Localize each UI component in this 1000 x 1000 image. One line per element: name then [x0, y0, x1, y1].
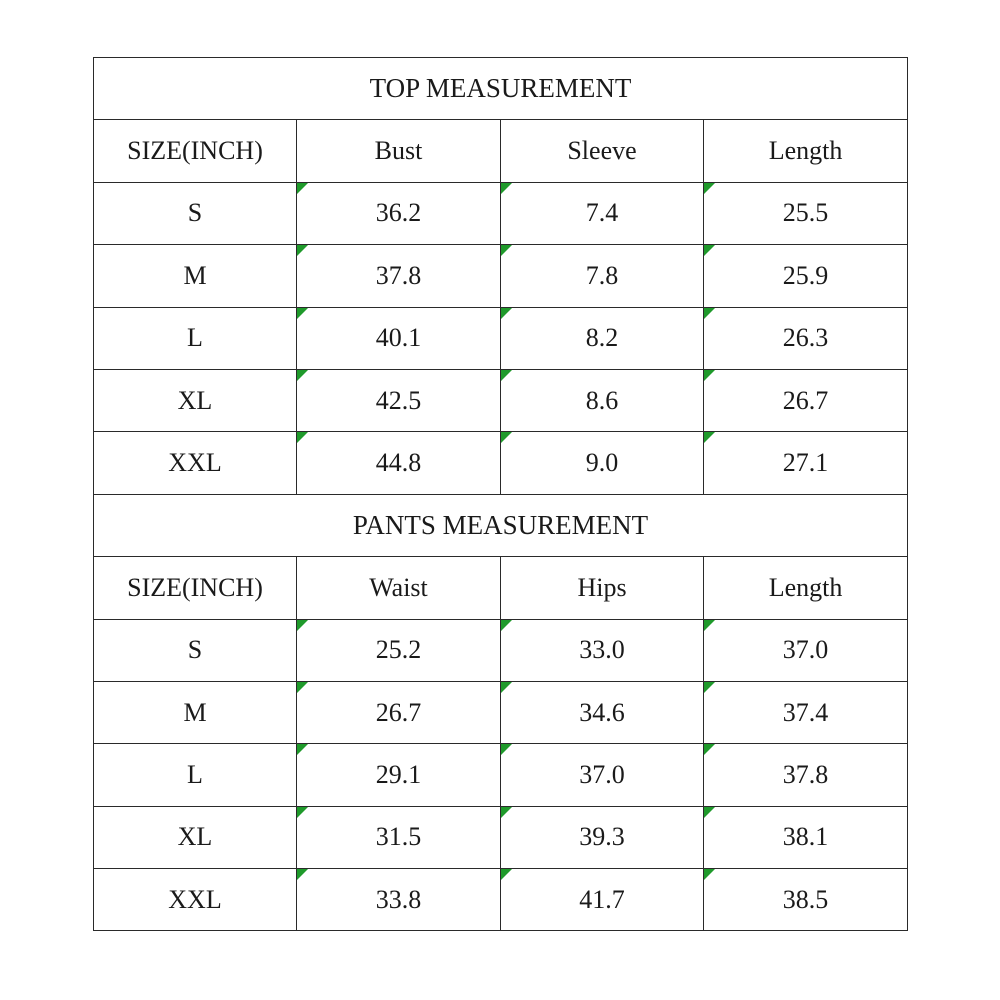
value-cell: [501, 432, 704, 494]
cell-marker-icon: [501, 245, 512, 256]
value-text: 38.5: [782, 884, 829, 914]
cell-marker-icon: [704, 869, 715, 880]
value-text: 36.2: [375, 198, 422, 228]
cell-marker-icon: [501, 183, 512, 194]
table-row: [94, 182, 908, 244]
size-cell: M: [94, 681, 297, 743]
cell-marker-icon: [297, 682, 308, 693]
value-text: 31.5: [375, 822, 422, 852]
cell-marker-icon: [501, 308, 512, 319]
size-chart-table: [93, 57, 908, 931]
cell-marker-icon: [704, 807, 715, 818]
value-text: 42.5: [375, 385, 422, 415]
table-row: [94, 432, 908, 494]
size-cell: L: [94, 307, 297, 369]
cell-marker-icon: [704, 245, 715, 256]
value-cell: [704, 619, 908, 681]
value-cell: [297, 182, 501, 244]
cell-marker-icon: [297, 370, 308, 381]
value-text: 25.9: [782, 260, 829, 290]
value-cell: [297, 619, 501, 681]
value-text: 25.2: [375, 635, 422, 665]
header-waist: Waist: [297, 557, 501, 619]
cell-marker-icon: [704, 308, 715, 319]
cell-marker-icon: [501, 682, 512, 693]
size-cell: L: [94, 744, 297, 806]
cell-marker-icon: [297, 432, 308, 443]
cell-marker-icon: [501, 744, 512, 755]
header-bust: Bust: [297, 120, 501, 182]
value-cell: [297, 806, 501, 868]
value-cell: [704, 806, 908, 868]
header-sleeve: Sleeve: [501, 120, 704, 182]
cell-marker-icon: [297, 744, 308, 755]
value-text: 25.5: [782, 198, 829, 228]
value-cell: [297, 432, 501, 494]
value-text: 37.4: [782, 697, 829, 727]
cell-marker-icon: [704, 744, 715, 755]
cell-marker-icon: [501, 807, 512, 818]
value-cell: [297, 307, 501, 369]
value-cell: [501, 869, 704, 931]
cell-marker-icon: [501, 432, 512, 443]
table-row: [94, 245, 908, 307]
value-cell: [297, 869, 501, 931]
section-title-row: [94, 494, 908, 556]
value-text: 37.8: [782, 759, 829, 789]
cell-marker-icon: [704, 432, 715, 443]
value-cell: [501, 369, 704, 431]
cell-marker-icon: [501, 869, 512, 880]
value-text: 26.7: [782, 385, 829, 415]
value-text: 37.0: [782, 635, 829, 665]
size-cell: XXL: [94, 869, 297, 931]
value-text: 40.1: [375, 323, 422, 353]
size-cell: XXL: [94, 432, 297, 494]
cell-marker-icon: [297, 245, 308, 256]
value-text: 37.8: [375, 260, 422, 290]
value-text: 9.0: [585, 448, 619, 478]
cell-marker-icon: [704, 370, 715, 381]
value-cell: [297, 369, 501, 431]
value-text: 8.2: [585, 323, 619, 353]
table-row: [94, 619, 908, 681]
cell-marker-icon: [297, 620, 308, 631]
header-row: [94, 557, 908, 619]
cell-marker-icon: [501, 620, 512, 631]
value-cell: [704, 307, 908, 369]
value-cell: [704, 432, 908, 494]
section-title: TOP MEASUREMENT: [94, 58, 908, 120]
value-cell: [501, 182, 704, 244]
cell-marker-icon: [704, 682, 715, 693]
size-cell: XL: [94, 806, 297, 868]
value-cell: [501, 806, 704, 868]
size-cell: XL: [94, 369, 297, 431]
header-length: Length: [704, 120, 908, 182]
size-cell: S: [94, 182, 297, 244]
value-text: 44.8: [375, 448, 422, 478]
value-cell: [704, 245, 908, 307]
value-text: 33.8: [375, 884, 422, 914]
value-text: 7.4: [585, 198, 619, 228]
value-cell: [704, 182, 908, 244]
table-row: [94, 307, 908, 369]
value-cell: [297, 245, 501, 307]
section-title: PANTS MEASUREMENT: [94, 494, 908, 556]
cell-marker-icon: [297, 308, 308, 319]
value-text: 37.0: [579, 759, 625, 789]
value-text: 38.1: [782, 822, 829, 852]
table-row: [94, 869, 908, 931]
value-text: 26.3: [782, 323, 829, 353]
cell-marker-icon: [297, 869, 308, 880]
value-cell: [704, 369, 908, 431]
cell-marker-icon: [704, 620, 715, 631]
header-size: SIZE(INCH): [94, 557, 297, 619]
value-cell: [501, 681, 704, 743]
value-text: 41.7: [579, 884, 625, 914]
size-cell: S: [94, 619, 297, 681]
header-size: SIZE(INCH): [94, 120, 297, 182]
value-text: 27.1: [782, 448, 829, 478]
cell-marker-icon: [704, 183, 715, 194]
value-text: 26.7: [375, 697, 422, 727]
cell-marker-icon: [297, 807, 308, 818]
cell-marker-icon: [501, 370, 512, 381]
table-row: [94, 806, 908, 868]
value-text: 34.6: [579, 697, 625, 727]
value-text: 29.1: [375, 759, 422, 789]
value-cell: [297, 744, 501, 806]
table-row: [94, 681, 908, 743]
table-row: [94, 744, 908, 806]
value-cell: [501, 307, 704, 369]
cell-marker-icon: [297, 183, 308, 194]
value-cell: [704, 681, 908, 743]
value-text: 39.3: [579, 822, 625, 852]
value-text: 8.6: [585, 385, 619, 415]
header-hips: Hips: [501, 557, 704, 619]
value-cell: [501, 245, 704, 307]
value-text: 33.0: [579, 635, 625, 665]
section-title-row: [94, 58, 908, 120]
value-cell: [704, 744, 908, 806]
size-cell: M: [94, 245, 297, 307]
value-cell: [501, 619, 704, 681]
value-text: 7.8: [585, 260, 619, 290]
table-row: [94, 369, 908, 431]
value-cell: [704, 869, 908, 931]
value-cell: [501, 744, 704, 806]
value-cell: [297, 681, 501, 743]
header-length: Length: [704, 557, 908, 619]
header-row: [94, 120, 908, 182]
